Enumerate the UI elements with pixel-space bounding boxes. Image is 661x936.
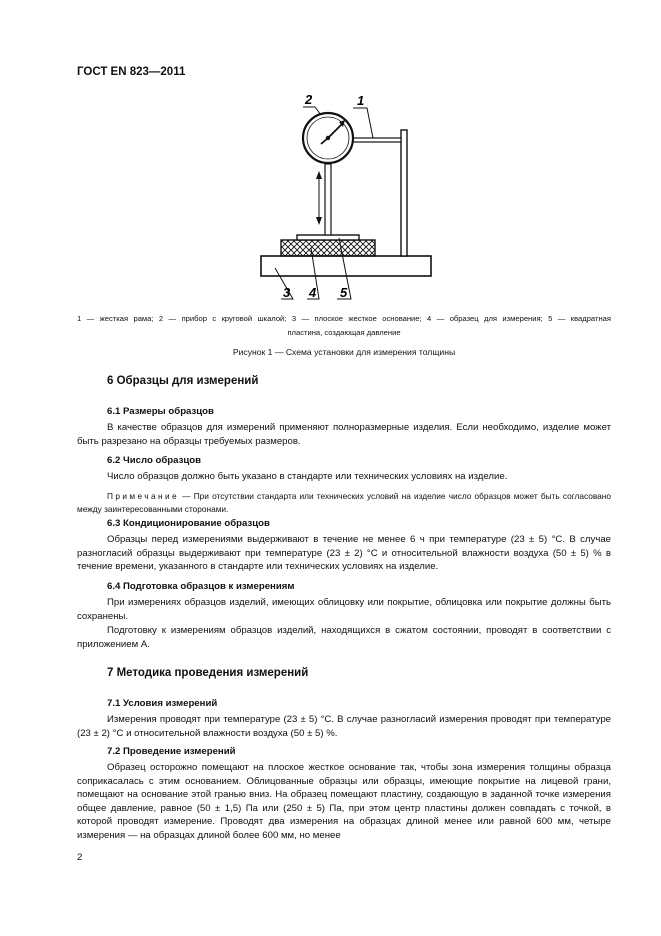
section-7-1-text: Измерения проводят при температуре (23 ± 5) °С. В случае разногласий измерения проводят при температуре (23 ± 2) °С и относительной влажности воздуха (50 ± 5) %. <box>77 714 611 739</box>
section-7-title: 7 Методика проведения измерений <box>107 667 309 679</box>
section-6-1-text: В качестве образцов для измерений применяют полноразмерные изделия. Если необходимо, изделие может быть разрезано на образцы требуемых размеров. <box>77 422 611 447</box>
figure-caption: Рисунок 1 — Схема установки для измерения толщины <box>232 347 456 357</box>
section-6-2-note: Примечание — При отсутствии стандарта или технических условий на изделие число образцов может быть согласовано между заинтересованными сторонами. <box>77 491 611 514</box>
label-3: 3 <box>283 285 291 300</box>
section-7-1-title: 7.1 Условия измерений <box>107 698 218 709</box>
section-6-4-title: 6.4 Подготовка образцов к измерениям <box>107 581 295 592</box>
figure-legend-line1: 1 — жесткая рама; 2 — прибор с круговой шкалой; 3 — плоское жесткое основание; 4 — образец для измерения; 5 — квадратная <box>77 314 611 323</box>
section-6-4-text-1: При измерениях образцов изделий, имеющих облицовку или покрытие, облицовка или покрытие должны быть сохранены. <box>77 597 611 622</box>
gauge-stem <box>325 164 331 235</box>
section-7-2-title: 7.2 Проведение измерений <box>107 746 236 757</box>
label-2: 2 <box>305 92 313 107</box>
label-5: 5 <box>340 285 348 300</box>
label-4: 4 <box>309 285 317 300</box>
figure-legend-line2: пластина, создающая давление <box>287 328 401 337</box>
section-6-title: 6 Образцы для измерений <box>107 375 259 387</box>
document-header: ГОСТ EN 823—2011 <box>77 66 186 78</box>
section-6-4-text-2: Подготовку к измерениям образцов изделий, находящихся в сжатом состоянии, проводят в соответствии с приложением А. <box>77 625 611 650</box>
page-number: 2 <box>77 852 83 863</box>
section-6-2-text: Число образцов должно быть указано в стандарте или технических условиях на изделие. <box>107 471 508 482</box>
frame-arm <box>351 138 401 142</box>
section-6-3-text: Образцы перед измерениями выдерживают в течение не менее 6 ч при температуре (23 ± 5) °С. В случае разногласий образцы выдерживают при температуре (23 ± 2) °С и относительной влажности воздуха (50 ± 5) % в течение времени, указанного в стандарте или технических условиях на изделие. <box>77 534 611 573</box>
section-7-2-text: Образец осторожно помещают на плоское жесткое основание так, чтобы зона измерения толщины образца соприкасалась с этим основанием. Облицованные образцы или образцы, имеющие покрытие на лицевой грани, помещают на основание этой гранью вниз. На образец помещают пластину, создающую в заданной точке измерения общее давление, равное (50 ± 1,5) Па или (250 ± 5) Па, при этом центр пластины должен совпадать с точкой, в которой проводят измерение. Проводят два измерения на образцах длиной менее или равной 600 мм, четыре измерения — на образцах длиной более 600 мм, но менее <box>77 762 611 841</box>
measurement-setup-figure <box>255 88 445 304</box>
label-1: 1 <box>357 93 365 108</box>
frame-post <box>401 130 407 256</box>
section-6-1-title: 6.1 Размеры образцов <box>107 406 214 417</box>
section-6-3-title: 6.3 Кондиционирование образцов <box>107 518 270 529</box>
pressure-plate <box>297 235 359 240</box>
section-6-2-title: 6.2 Число образцов <box>107 455 201 466</box>
specimen <box>281 240 375 256</box>
